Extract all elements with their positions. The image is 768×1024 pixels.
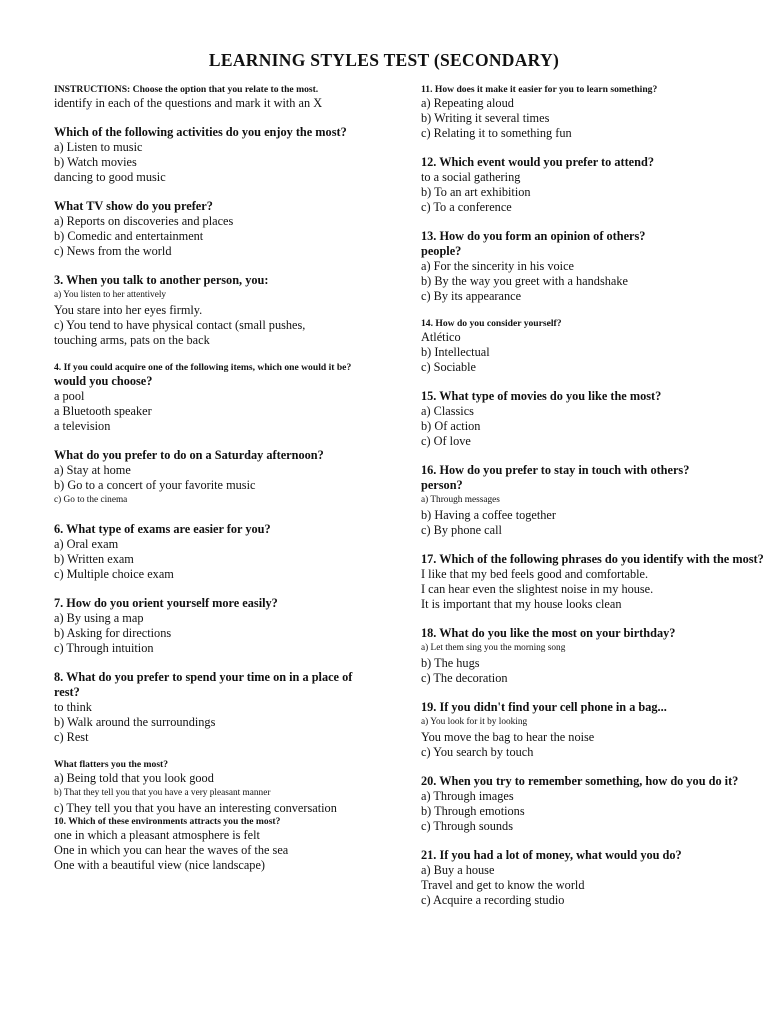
option[interactable]: c) By phone call: [421, 523, 502, 537]
instructions-line2: identify in each of the questions and mark it with an X: [54, 96, 323, 110]
option[interactable]: c) News from the world: [54, 244, 172, 258]
option[interactable]: dancing to good music: [54, 170, 166, 184]
option[interactable]: c) You search by touch: [421, 745, 534, 759]
right-column: [421, 84, 766, 908]
question-text: 11. How does it make it easier for you to learn something?: [421, 84, 658, 95]
option[interactable]: Atlético: [421, 330, 461, 344]
option[interactable]: I can hear even the slightest noise in my house.: [421, 582, 654, 596]
instructions-text: : Choose the option that you relate to the most.: [127, 84, 319, 95]
question-text: 3. When you talk to another person, you:: [54, 273, 269, 287]
option[interactable]: b) Through emotions: [421, 804, 525, 818]
option[interactable]: One in which you can hear the waves of the sea: [54, 843, 289, 857]
option[interactable]: b) To an art exhibition: [421, 185, 531, 199]
question-1: [54, 125, 406, 185]
question-text: 13. How do you form an opinion of others?: [421, 229, 646, 243]
option[interactable]: c) Sociable: [421, 360, 476, 374]
question-8: [54, 670, 406, 745]
option[interactable]: to think: [54, 700, 92, 714]
question-text: 17. Which of the following phrases do you identify with the most?: [421, 552, 764, 566]
question-text: 8. What do you prefer to spend your time on in a place of: [54, 670, 353, 684]
option[interactable]: You move the bag to hear the noise: [421, 730, 595, 744]
left-column: [54, 84, 406, 873]
option[interactable]: a) Through images: [421, 789, 514, 803]
question-text-continued: would you choose?: [54, 374, 153, 388]
question-20: [421, 774, 766, 834]
question-text-continued: people?: [421, 244, 462, 258]
option[interactable]: c) Relating it to something fun: [421, 126, 572, 140]
option[interactable]: a) For the sincerity in his voice: [421, 259, 574, 273]
question-text: What flatters you the most?: [54, 759, 169, 770]
question-7: [54, 596, 406, 656]
question-text: 4. If you could acquire one of the following items, which one would it be?: [54, 362, 352, 373]
option[interactable]: a) You listen to her attentively: [54, 290, 167, 300]
question-17: [421, 552, 766, 612]
question-15: [421, 389, 766, 449]
option[interactable]: b) Writing it several times: [421, 111, 550, 125]
question-5: [54, 448, 406, 508]
question-text: 12. Which event would you prefer to attend?: [421, 155, 654, 169]
question-2: [54, 199, 406, 259]
option[interactable]: b) Go to a concert of your favorite music: [54, 478, 256, 492]
instructions-label: INSTRUCTIONS: [54, 84, 128, 95]
question-text: 14. How do you consider yourself?: [421, 318, 562, 329]
option[interactable]: Travel and get to know the world: [421, 878, 585, 892]
option[interactable]: a) Stay at home: [54, 463, 131, 477]
instructions: [54, 84, 406, 96]
question-11: [421, 84, 766, 141]
question-text: 18. What do you like the most on your birthday?: [421, 626, 676, 640]
question-text: 7. How do you orient yourself more easily?: [54, 596, 278, 610]
option[interactable]: c) Go to the cinema: [54, 495, 128, 505]
question-text: 19. If you didn't find your cell phone in a bag...: [421, 700, 667, 714]
question-14: [421, 318, 766, 375]
question-text: 20. When you try to remember something, how do you do it?: [421, 774, 739, 788]
option[interactable]: c) Acquire a recording studio: [421, 893, 565, 907]
question-text-continued: person?: [421, 478, 463, 492]
option[interactable]: a) Let them sing you the morning song: [421, 643, 566, 653]
option[interactable]: b) Of action: [421, 419, 481, 433]
option[interactable]: b) Walk around the surroundings: [54, 715, 216, 729]
option[interactable]: a) Through messages: [421, 495, 500, 505]
option[interactable]: a pool: [54, 389, 85, 403]
question-text: What do you prefer to do on a Saturday afternoon?: [54, 448, 324, 462]
option[interactable]: c) Through intuition: [54, 641, 154, 655]
option[interactable]: a) By using a map: [54, 611, 144, 625]
option[interactable]: b) Watch movies: [54, 155, 137, 169]
option[interactable]: a) Being told that you look good: [54, 771, 214, 785]
option[interactable]: b) The hugs: [421, 656, 480, 670]
option[interactable]: a) Classics: [421, 404, 474, 418]
option[interactable]: a) You look for it by looking: [421, 717, 528, 727]
option[interactable]: c) The decoration: [421, 671, 508, 685]
option[interactable]: b) Having a coffee together: [421, 508, 556, 522]
option[interactable]: c) You tend to have physical contact (small pushes,: [54, 318, 306, 332]
question-text-continued: rest?: [54, 685, 80, 699]
question-3: [54, 273, 406, 348]
question-text: 15. What type of movies do you like the most?: [421, 389, 662, 403]
question-text: 6. What type of exams are easier for you?: [54, 522, 271, 536]
question-9: [54, 759, 406, 816]
option[interactable]: b) Asking for directions: [54, 626, 172, 640]
page-title: LEARNING STYLES TEST (SECONDARY): [208, 50, 560, 70]
option[interactable]: a) Repeating aloud: [421, 96, 514, 110]
question-text: Which of the following activities do you enjoy the most?: [54, 125, 347, 139]
question-text: What TV show do you prefer?: [54, 199, 213, 213]
option[interactable]: One with a beautiful view (nice landscape): [54, 858, 266, 872]
question-21: [421, 848, 766, 908]
question-19: [421, 700, 766, 760]
question-12: [421, 155, 766, 215]
option[interactable]: to a social gathering: [421, 170, 521, 184]
question-6: [54, 522, 406, 582]
option[interactable]: b) Intellectual: [421, 345, 490, 359]
option[interactable]: b) Comedic and entertainment: [54, 229, 204, 243]
question-text: 21. If you had a lot of money, what would you do?: [421, 848, 682, 862]
option[interactable]: b) Written exam: [54, 552, 134, 566]
question-18: [421, 626, 766, 686]
option[interactable]: It is important that my house looks clean: [421, 597, 622, 611]
question-4: [54, 362, 406, 434]
option[interactable]: a Bluetooth speaker: [54, 404, 152, 418]
option-continued: touching arms, pats on the back: [54, 333, 210, 347]
option[interactable]: c) Multiple choice exam: [54, 567, 174, 581]
option[interactable]: a) Reports on discoveries and places: [54, 214, 234, 228]
option[interactable]: a) Buy a house: [421, 863, 495, 877]
option[interactable]: a television: [54, 419, 111, 433]
option[interactable]: c) Of love: [421, 434, 471, 448]
option[interactable]: a) Oral exam: [54, 537, 119, 551]
option[interactable]: You stare into her eyes firmly.: [54, 303, 203, 317]
option[interactable]: I like that my bed feels good and comfortable.: [421, 567, 649, 581]
question-10: [54, 816, 406, 873]
option[interactable]: c) By its appearance: [421, 289, 522, 303]
option[interactable]: b) By the way you greet with a handshake: [421, 274, 628, 288]
option[interactable]: c) Rest: [54, 730, 89, 744]
option[interactable]: one in which a pleasant atmosphere is felt: [54, 828, 260, 842]
question-text: 16. How do you prefer to stay in touch with others?: [421, 463, 690, 477]
question-13: [421, 229, 766, 304]
option[interactable]: c) To a conference: [421, 200, 512, 214]
option[interactable]: a) Listen to music: [54, 140, 143, 154]
option[interactable]: c) They tell you that you have an interesting conversation: [54, 801, 337, 815]
question-16: [421, 463, 766, 538]
question-text: 10. Which of these environments attracts you the most?: [54, 816, 281, 827]
option[interactable]: c) Through sounds: [421, 819, 513, 833]
option[interactable]: b) That they tell you that you have a very pleasant manner: [54, 788, 271, 798]
